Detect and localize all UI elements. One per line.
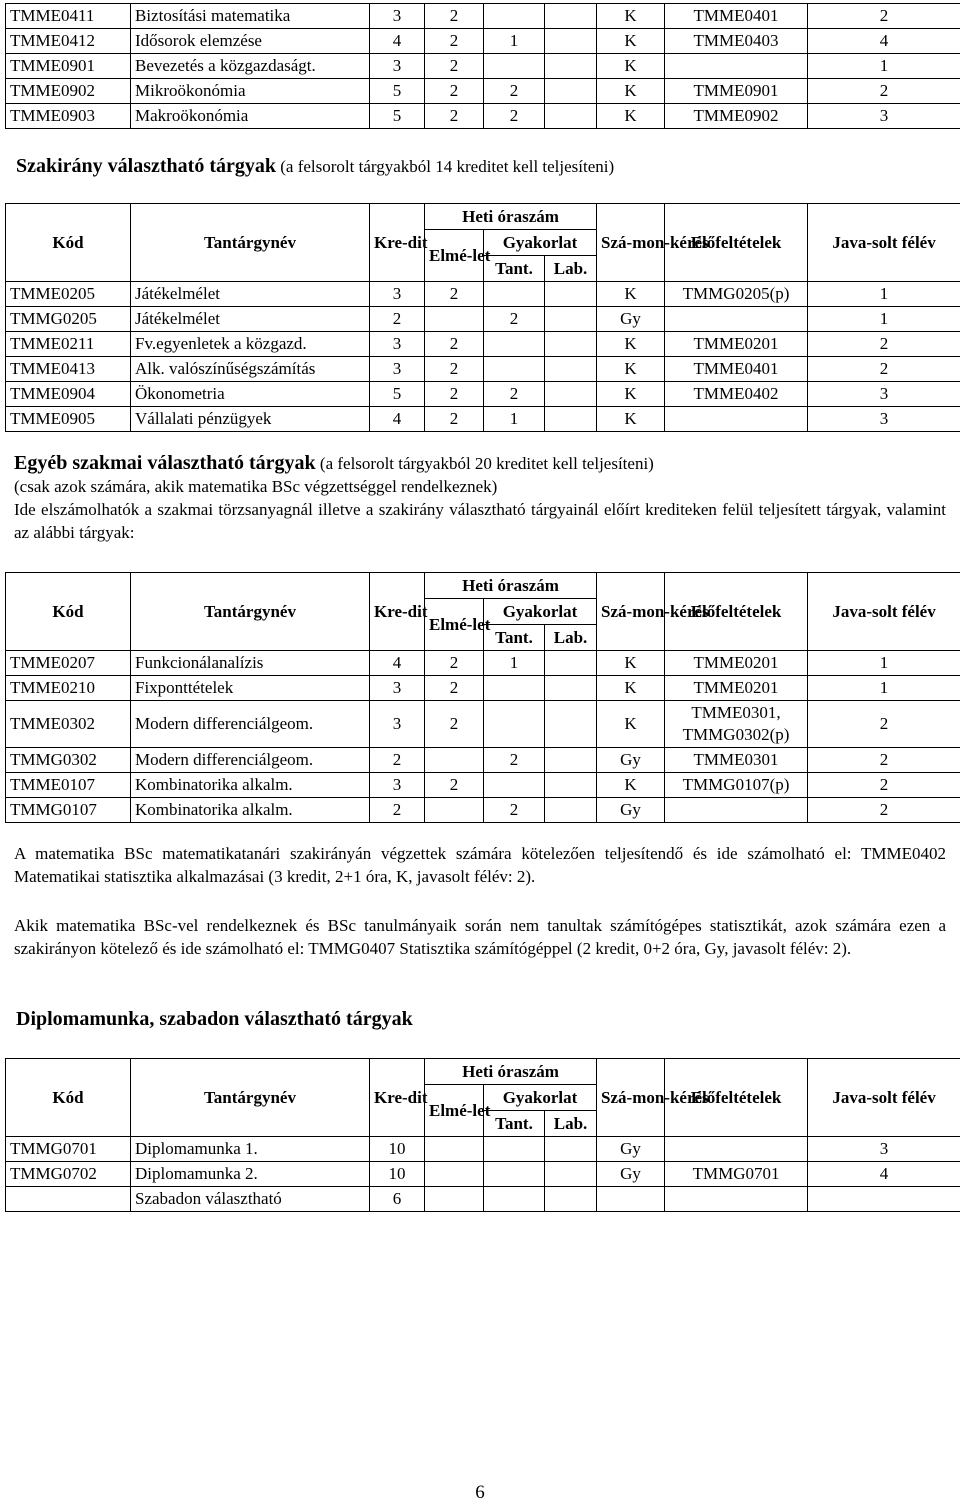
cell-code: TMMG0205 <box>6 307 131 332</box>
header-credit: Kre-dit <box>370 1059 425 1137</box>
cell-exam: K <box>597 382 665 407</box>
cell-credit: 3 <box>370 773 425 798</box>
table-row <box>6 54 960 79</box>
cell-lab <box>545 1187 597 1212</box>
header-name: Tantárgynév <box>131 573 370 651</box>
cell-credit: 5 <box>370 79 425 104</box>
cell-code <box>6 1187 131 1212</box>
cell-tant: 1 <box>484 29 545 54</box>
cell-name: Biztosítási matematika <box>131 4 370 29</box>
cell-theory: 2 <box>425 651 484 676</box>
page-number: 6 <box>475 1482 485 1503</box>
cell-exam: Gy <box>597 798 665 823</box>
table-row <box>6 104 960 129</box>
header-code: Kód <box>6 1059 131 1137</box>
cell-tant <box>484 676 545 701</box>
cell-code: TMME0211 <box>6 332 131 357</box>
header-semester: Java-solt félév <box>808 1059 960 1137</box>
cell-code: TMMG0702 <box>6 1162 131 1187</box>
header-practice: Gyakorlat <box>484 599 597 625</box>
header-lab: Lab. <box>545 256 597 282</box>
cell-credit: 4 <box>370 407 425 432</box>
cell-tant <box>484 1187 545 1212</box>
cell-semester: 2 <box>808 4 960 29</box>
cell-code: TMME0207 <box>6 651 131 676</box>
cell-semester: 2 <box>808 773 960 798</box>
cell-prereq <box>665 1137 808 1162</box>
cell-tant <box>484 357 545 382</box>
cell-prereq <box>665 1187 808 1212</box>
cell-credit: 3 <box>370 676 425 701</box>
cell-tant: 2 <box>484 307 545 332</box>
cell-tant <box>484 54 545 79</box>
cell-lab <box>545 748 597 773</box>
cell-prereq <box>665 54 808 79</box>
cell-credit: 6 <box>370 1187 425 1212</box>
cell-prereq: TMME0301, TMMG0302(p) <box>665 701 808 748</box>
cell-tant <box>484 4 545 29</box>
cell-exam: K <box>597 79 665 104</box>
cell-tant: 1 <box>484 407 545 432</box>
cell-prereq: TMME0201 <box>665 651 808 676</box>
cell-prereq: TMME0901 <box>665 79 808 104</box>
cell-semester: 2 <box>808 701 960 748</box>
cell-credit: 5 <box>370 382 425 407</box>
header-semester: Java-solt félév <box>808 573 960 651</box>
cell-tant <box>484 332 545 357</box>
cell-theory: 2 <box>425 332 484 357</box>
cell-prereq: TMME0301 <box>665 748 808 773</box>
section-subtitle: (a felsorolt tárgyakból 14 kreditet kell teljesíteni) <box>280 157 615 176</box>
header-theory: Elmé-let <box>425 1085 484 1137</box>
cell-exam: K <box>597 773 665 798</box>
cell-exam: K <box>597 357 665 382</box>
header-practice: Gyakorlat <box>484 230 597 256</box>
cell-theory <box>425 1187 484 1212</box>
cell-credit: 4 <box>370 29 425 54</box>
cell-exam: Gy <box>597 307 665 332</box>
header-name: Tantárgynév <box>131 204 370 282</box>
cell-theory: 2 <box>425 29 484 54</box>
cell-lab <box>545 54 597 79</box>
cell-name: Modern differenciálgeom. <box>131 748 370 773</box>
cell-lab <box>545 382 597 407</box>
cell-semester: 1 <box>808 651 960 676</box>
cell-prereq: TMME0201 <box>665 332 808 357</box>
cell-name: Kombinatorika alkalm. <box>131 773 370 798</box>
cell-credit: 10 <box>370 1162 425 1187</box>
header-weekly-hours: Heti óraszám <box>425 204 597 230</box>
cell-credit: 3 <box>370 357 425 382</box>
cell-credit: 2 <box>370 748 425 773</box>
section-title: Szakirány választható tárgyak <box>16 155 276 177</box>
header-weekly-hours: Heti óraszám <box>425 1059 597 1085</box>
cell-semester: 1 <box>808 676 960 701</box>
cell-tant: 2 <box>484 382 545 407</box>
cell-exam: Gy <box>597 1137 665 1162</box>
cell-theory: 2 <box>425 407 484 432</box>
header-theory: Elmé-let <box>425 230 484 282</box>
cell-name: Mikroökonómia <box>131 79 370 104</box>
header-tant: Tant. <box>484 256 545 282</box>
cell-name: Idősorok elemzése <box>131 29 370 54</box>
cell-lab <box>545 79 597 104</box>
header-prereq: Előfeltételek <box>665 573 808 651</box>
cell-name: Modern differenciálgeom. <box>131 701 370 748</box>
cell-credit: 2 <box>370 307 425 332</box>
header-prereq: Előfeltételek <box>665 1059 808 1137</box>
cell-prereq: TMME0902 <box>665 104 808 129</box>
cell-tant: 2 <box>484 748 545 773</box>
cell-exam: K <box>597 54 665 79</box>
table-row <box>6 4 960 29</box>
cell-lab <box>545 332 597 357</box>
thesis-course-table <box>5 1058 960 1212</box>
cell-name: Játékelmélet <box>131 282 370 307</box>
header-credit: Kre-dit <box>370 573 425 651</box>
table-row <box>6 1162 960 1187</box>
header-code: Kód <box>6 573 131 651</box>
section-heading-specialization <box>16 155 614 178</box>
header-weekly-hours: Heti óraszám <box>425 573 597 599</box>
cell-code: TMMG0701 <box>6 1137 131 1162</box>
table-row <box>6 701 960 748</box>
cell-semester: 4 <box>808 29 960 54</box>
section-note-line: (csak azok számára, akik matematika BSc végzettséggel rendelkeznek) <box>14 477 498 496</box>
cell-code: TMMG0302 <box>6 748 131 773</box>
cell-tant <box>484 701 545 748</box>
cell-semester: 2 <box>808 748 960 773</box>
header-tant: Tant. <box>484 625 545 651</box>
header-credit: Kre-dit <box>370 204 425 282</box>
cell-prereq: TMME0401 <box>665 4 808 29</box>
cell-semester: 1 <box>808 282 960 307</box>
table-row <box>6 798 960 823</box>
cell-prereq: TMME0403 <box>665 29 808 54</box>
table-row <box>6 651 960 676</box>
cell-name: Alk. valószínűségszámítás <box>131 357 370 382</box>
other-course-table <box>5 572 960 823</box>
cell-prereq: TMMG0205(p) <box>665 282 808 307</box>
cell-theory: 2 <box>425 282 484 307</box>
cell-credit: 3 <box>370 54 425 79</box>
header-exam: Szá-mon-kérés <box>597 573 665 651</box>
cell-exam: K <box>597 701 665 748</box>
cell-code: TMME0107 <box>6 773 131 798</box>
table-row <box>6 1137 960 1162</box>
cell-lab <box>545 407 597 432</box>
cell-exam: K <box>597 282 665 307</box>
section-heading-thesis <box>16 1008 413 1031</box>
cell-theory: 2 <box>425 676 484 701</box>
cell-lab <box>545 1137 597 1162</box>
cell-theory <box>425 798 484 823</box>
cell-code: TMME0210 <box>6 676 131 701</box>
cell-prereq: TMMG0701 <box>665 1162 808 1187</box>
cell-lab <box>545 701 597 748</box>
cell-semester: 3 <box>808 382 960 407</box>
cell-semester: 3 <box>808 104 960 129</box>
cell-name: Funkcionálanalízis <box>131 651 370 676</box>
cell-code: TMME0905 <box>6 407 131 432</box>
cell-code: TMME0302 <box>6 701 131 748</box>
cell-name: Kombinatorika alkalm. <box>131 798 370 823</box>
cell-code: TMME0903 <box>6 104 131 129</box>
cell-lab <box>545 651 597 676</box>
cell-name: Diplomamunka 1. <box>131 1137 370 1162</box>
cell-name: Diplomamunka 2. <box>131 1162 370 1187</box>
cell-lab <box>545 282 597 307</box>
header-code: Kód <box>6 204 131 282</box>
cell-name: Szabadon választható <box>131 1187 370 1212</box>
cell-name: Ökonometria <box>131 382 370 407</box>
section-subtitle: (a felsorolt tárgyakból 20 kreditet kell teljesíteni) <box>319 454 654 473</box>
cell-credit: 3 <box>370 332 425 357</box>
header-exam: Szá-mon-kérés <box>597 204 665 282</box>
cell-code: TMME0413 <box>6 357 131 382</box>
cell-theory: 2 <box>425 54 484 79</box>
cell-code: TMME0904 <box>6 382 131 407</box>
table-row <box>6 282 960 307</box>
cell-name: Bevezetés a közgazdaságt. <box>131 54 370 79</box>
cell-prereq <box>665 798 808 823</box>
section-title: Egyéb szakmai választható tárgyak <box>14 452 316 474</box>
cell-lab <box>545 798 597 823</box>
section-note-paragraph: Ide elszámolhatók a szakmai törzsanyagnál illetve a szakirány választható tárgyainál előírt krediteken felül teljesített tárgyak, valamint az alábbi tárgyak: <box>14 500 946 542</box>
cell-tant <box>484 1162 545 1187</box>
cell-prereq: TMME0402 <box>665 382 808 407</box>
cell-exam: K <box>597 29 665 54</box>
table-row <box>6 29 960 54</box>
cell-code: TMME0901 <box>6 54 131 79</box>
cell-exam: K <box>597 676 665 701</box>
cell-lab <box>545 1162 597 1187</box>
cell-prereq <box>665 407 808 432</box>
cell-prereq: TMME0201 <box>665 676 808 701</box>
cell-semester: 2 <box>808 798 960 823</box>
cell-semester: 1 <box>808 54 960 79</box>
cell-theory <box>425 1162 484 1187</box>
cell-code: TMMG0107 <box>6 798 131 823</box>
cell-exam: K <box>597 4 665 29</box>
header-prereq: Előfeltételek <box>665 204 808 282</box>
section-title: Diplomamunka, szabadon választható tárgyak <box>16 1008 413 1030</box>
cell-name: Játékelmélet <box>131 307 370 332</box>
cell-tant <box>484 282 545 307</box>
cell-semester: 1 <box>808 307 960 332</box>
cell-lab <box>545 307 597 332</box>
cell-credit: 4 <box>370 651 425 676</box>
cell-tant: 1 <box>484 651 545 676</box>
cell-theory: 2 <box>425 357 484 382</box>
table-row <box>6 382 960 407</box>
cell-prereq: TMMG0107(p) <box>665 773 808 798</box>
cell-credit: 3 <box>370 4 425 29</box>
cell-tant <box>484 1137 545 1162</box>
cell-semester: 2 <box>808 79 960 104</box>
table-row <box>6 748 960 773</box>
cell-credit: 2 <box>370 798 425 823</box>
cell-theory: 2 <box>425 104 484 129</box>
cell-lab <box>545 357 597 382</box>
header-practice: Gyakorlat <box>484 1085 597 1111</box>
header-name: Tantárgynév <box>131 1059 370 1137</box>
note-paragraph-2: Akik matematika BSc-vel rendelkeznek és BSc tanulmányaik során nem tanultak számítógépes statisztikát, azok számára ezen a szakirányon kötelező és ide számolható el: TMMG0407 Statisztika számítógéppel (2 kredit, 0+2 óra, Gy, javasolt félév: 2). <box>14 916 946 958</box>
cell-lab <box>545 676 597 701</box>
header-exam: Szá-mon-kérés <box>597 1059 665 1137</box>
cell-exam: K <box>597 104 665 129</box>
cell-exam: K <box>597 332 665 357</box>
cell-semester: 2 <box>808 357 960 382</box>
cell-exam <box>597 1187 665 1212</box>
cell-theory: 2 <box>425 701 484 748</box>
cell-tant: 2 <box>484 104 545 129</box>
cell-name: Vállalati pénzügyek <box>131 407 370 432</box>
table-row <box>6 357 960 382</box>
cell-code: TMME0902 <box>6 79 131 104</box>
specialization-course-table <box>5 203 960 432</box>
table-row <box>6 676 960 701</box>
cell-theory <box>425 1137 484 1162</box>
note-paragraph-1: A matematika BSc matematikatanári szakirányán végzettek számára kötelezően teljesítendő és ide számolható el: TMME0402 Matematikai statisztika alkalmazásai (3 kredit, 2+1 óra, K, javasolt félév: 2). <box>14 844 946 886</box>
header-semester: Java-solt félév <box>808 204 960 282</box>
cell-prereq <box>665 307 808 332</box>
cell-tant: 2 <box>484 798 545 823</box>
header-lab: Lab. <box>545 625 597 651</box>
cell-theory: 2 <box>425 79 484 104</box>
cell-theory: 2 <box>425 773 484 798</box>
cell-exam: Gy <box>597 1162 665 1187</box>
section-heading-other <box>14 452 946 544</box>
cell-semester: 3 <box>808 1137 960 1162</box>
top-course-table <box>5 3 960 129</box>
header-tant: Tant. <box>484 1111 545 1137</box>
cell-semester: 3 <box>808 407 960 432</box>
table-row <box>6 407 960 432</box>
cell-exam: K <box>597 407 665 432</box>
cell-code: TMME0411 <box>6 4 131 29</box>
cell-semester: 2 <box>808 332 960 357</box>
cell-name: Fixponttételek <box>131 676 370 701</box>
cell-theory <box>425 307 484 332</box>
cell-theory: 2 <box>425 382 484 407</box>
cell-lab <box>545 773 597 798</box>
cell-tant <box>484 773 545 798</box>
cell-name: Fv.egyenletek a közgazd. <box>131 332 370 357</box>
cell-semester <box>808 1187 960 1212</box>
cell-lab <box>545 29 597 54</box>
table-row <box>6 1187 960 1212</box>
header-lab: Lab. <box>545 1111 597 1137</box>
table-row <box>6 79 960 104</box>
cell-theory: 2 <box>425 4 484 29</box>
cell-code: TMME0412 <box>6 29 131 54</box>
cell-tant: 2 <box>484 79 545 104</box>
cell-exam: K <box>597 651 665 676</box>
cell-credit: 10 <box>370 1137 425 1162</box>
header-theory: Elmé-let <box>425 599 484 651</box>
table-row <box>6 307 960 332</box>
cell-exam: Gy <box>597 748 665 773</box>
cell-code: TMME0205 <box>6 282 131 307</box>
cell-lab <box>545 4 597 29</box>
cell-theory <box>425 748 484 773</box>
cell-lab <box>545 104 597 129</box>
cell-prereq: TMME0401 <box>665 357 808 382</box>
cell-credit: 3 <box>370 701 425 748</box>
table-row <box>6 773 960 798</box>
table-row <box>6 332 960 357</box>
cell-semester: 4 <box>808 1162 960 1187</box>
cell-credit: 5 <box>370 104 425 129</box>
cell-name: Makroökonómia <box>131 104 370 129</box>
cell-credit: 3 <box>370 282 425 307</box>
